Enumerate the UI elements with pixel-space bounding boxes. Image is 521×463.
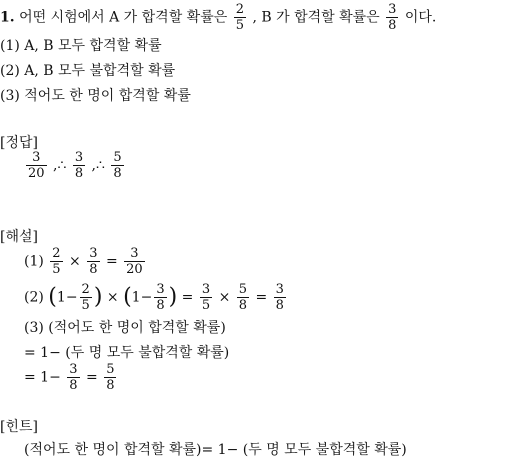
step-tag: (2) <box>24 289 44 306</box>
minus-sign: − <box>65 289 78 306</box>
one-minus: = 1− <box>24 345 61 361</box>
equals-sign: = <box>86 369 98 386</box>
equals-sign: = <box>255 289 268 306</box>
s2-result-b: $\frac{5}{8}$ <box>238 282 248 313</box>
s5-result: $\frac{5}{8}$ <box>106 362 115 393</box>
answer-separator: ,∴ <box>91 157 105 174</box>
times-sign: × <box>106 289 119 306</box>
s2-result-a: $\frac{3}{5}$ <box>201 282 211 313</box>
answer-fraction-2: $\frac{3}{8}$ <box>74 150 84 181</box>
question-3: (3) 적어도 한 명이 합격할 확률 <box>0 88 191 104</box>
s5-fraction: $\frac{3}{8}$ <box>69 362 78 393</box>
equals-sign: = <box>105 253 118 270</box>
answer-label: [정답] <box>0 135 38 151</box>
paren-close: ) <box>168 284 178 310</box>
hint-label: [힌트] <box>0 419 38 435</box>
step-tag: (1) <box>24 253 44 270</box>
problem-stem-a: 어떤 시험에서 A 가 합격할 확률은 <box>19 9 228 26</box>
problem-stem <box>0 2 436 33</box>
times-sign: × <box>69 253 81 270</box>
answer-separator: ,∴ <box>53 157 67 174</box>
solution-label: [해설] <box>0 229 38 245</box>
one-minus: = 1− <box>24 369 61 386</box>
s2-fraction-b: $\frac{3}{8}$ <box>156 282 165 313</box>
one: 1 <box>56 289 66 306</box>
fraction-p-a: $\frac{2}{5}$ <box>235 2 244 33</box>
step-3-text: (적어도 한 명이 합격할 확률) <box>48 320 226 336</box>
step-tag: (3) <box>24 320 44 336</box>
s2-result-c: $\frac{3}{8}$ <box>275 282 284 313</box>
paren-open: ( <box>123 284 132 310</box>
question-2: (2) A, B 모두 불합격할 확률 <box>0 63 176 79</box>
s1-fraction-b: $\frac{3}{8}$ <box>89 246 98 277</box>
solution-step-5 <box>24 362 118 393</box>
hint-text: (적어도 한 명이 합격할 확률)= 1− (두 명 모두 불합격할 확률) <box>24 442 407 458</box>
solution-step-2 <box>24 282 288 313</box>
s1-fraction-a: $\frac{2}{5}$ <box>52 246 61 277</box>
times-sign: × <box>218 289 231 306</box>
problem-stem-b: , B 가 합격할 확률은 <box>252 9 380 26</box>
problem-stem-end: 이다. <box>404 9 437 26</box>
paren-open: ( <box>48 284 57 310</box>
paren-close: ) <box>93 284 103 310</box>
answer-fraction-3: $\frac{5}{8}$ <box>113 150 122 181</box>
problem-number: 1. <box>0 9 15 26</box>
one: 1 <box>131 289 141 306</box>
fraction-p-b: $\frac{3}{8}$ <box>388 2 397 33</box>
equals-sign: = <box>181 289 194 306</box>
solution-step-4 <box>24 343 229 363</box>
answer-values <box>24 150 126 181</box>
minus-sign: − <box>140 289 153 306</box>
question-1: (1) A, B 모두 합격할 확률 <box>0 38 162 54</box>
s2-fraction-a: $\frac{2}{5}$ <box>81 282 90 313</box>
solution-step-1 <box>24 246 147 277</box>
step-4-text: (두 명 모두 불합격할 확률) <box>65 345 230 361</box>
answer-fraction-1: $\frac{3}{20}$ <box>28 150 45 181</box>
s1-result: $\frac{3}{20}$ <box>126 246 143 277</box>
solution-step-3 <box>24 318 226 338</box>
